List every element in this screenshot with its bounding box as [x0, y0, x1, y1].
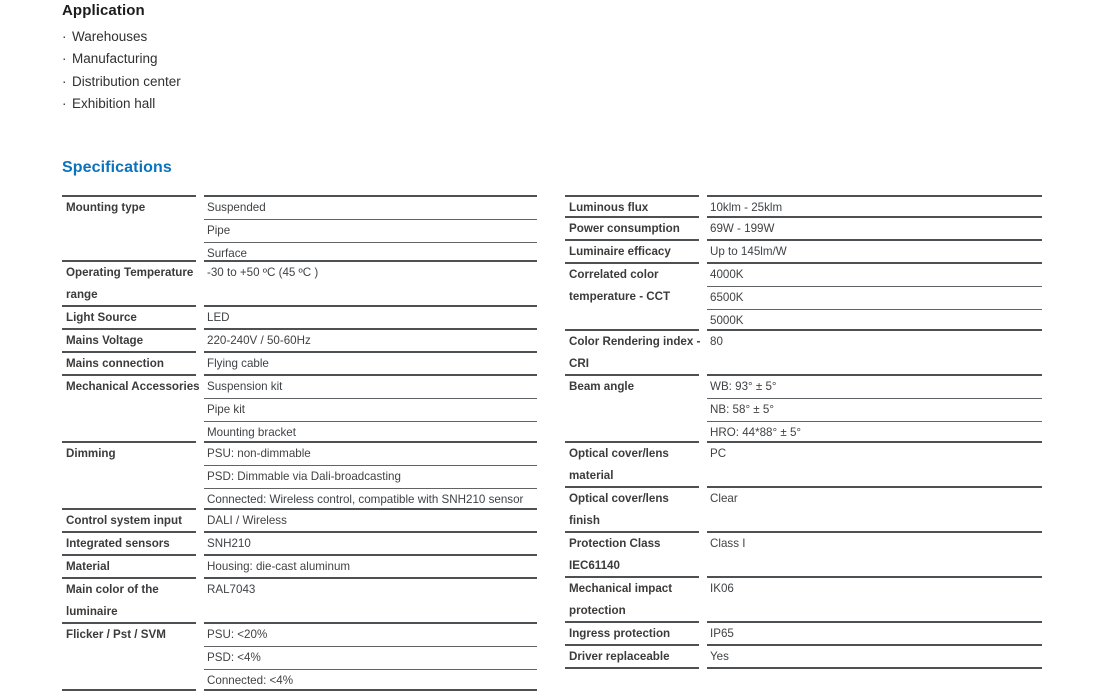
spec-row — [565, 533, 1042, 578]
list-item — [62, 93, 1042, 115]
spec-values — [707, 195, 1042, 218]
spec-label: Beam angle — [565, 376, 699, 443]
spec-values — [707, 264, 1042, 331]
spec-label: Flicker / Pst / SVM — [62, 624, 196, 691]
spec-row — [62, 510, 537, 533]
spec-values — [204, 579, 537, 624]
spec-label: Power consumption — [565, 218, 699, 241]
list-item — [62, 26, 1042, 48]
bullet-marker: · — [62, 29, 67, 44]
spec-value: PSD: <4% — [204, 646, 537, 668]
spec-value: Pipe kit — [204, 398, 537, 420]
spec-label: Color Rendering index - CRI — [565, 331, 699, 376]
spec-label: Mains Voltage — [62, 330, 196, 353]
bullet-marker: · — [62, 95, 67, 111]
spec-row — [62, 533, 537, 556]
spec-table-left — [62, 195, 537, 691]
spec-value: PSD: Dimmable via Dali-broadcasting — [204, 465, 537, 487]
spec-values — [204, 195, 537, 262]
spec-row — [62, 579, 537, 624]
spec-row — [565, 241, 1042, 264]
application-title: Application — [62, 2, 145, 19]
spec-row — [565, 376, 1042, 443]
spec-value: Class I — [710, 537, 746, 551]
spec-values — [707, 443, 1042, 488]
spec-value: RAL7043 — [207, 583, 256, 597]
spec-row — [62, 376, 537, 443]
spec-value: SNH210 — [207, 537, 251, 551]
spec-value: 10klm - 25klm — [710, 201, 783, 215]
spec-values — [204, 510, 537, 533]
list-item — [62, 48, 1042, 70]
spec-value: 69W - 199W — [710, 222, 775, 236]
specifications-tables — [62, 195, 1042, 691]
bullet-marker: · — [62, 73, 67, 89]
spec-row — [62, 307, 537, 330]
spec-values — [204, 353, 537, 376]
spec-values — [204, 556, 537, 579]
spec-value: PSU: <20% — [207, 628, 268, 642]
spec-label: Protection Class IEC61140 — [565, 533, 699, 578]
spec-value: Up to 145lm/W — [710, 245, 787, 259]
bullet-marker: · — [62, 51, 67, 67]
spec-value: Pipe — [204, 219, 537, 241]
list-item-label: Warehouses — [72, 29, 148, 44]
spec-label: Driver replaceable — [565, 646, 699, 669]
spec-label: Correlated color temperature - CCT — [565, 264, 699, 331]
spec-row — [565, 646, 1042, 669]
spec-value: HRO: 44*88° ± 5° — [707, 421, 1042, 443]
spec-value: Suspended — [207, 201, 266, 215]
spec-values — [707, 578, 1042, 623]
spec-values — [204, 624, 537, 691]
spec-label: Ingress protection — [565, 623, 699, 646]
spec-value: 220-240V / 50-60Hz — [207, 334, 311, 348]
spec-row — [62, 624, 537, 691]
list-item-label: Exhibition hall — [72, 95, 156, 111]
spec-value: Flying cable — [207, 357, 269, 371]
spec-row — [565, 195, 1042, 218]
list-item-label: Manufacturing — [72, 51, 158, 67]
spec-value: PC — [710, 447, 727, 461]
spec-values — [707, 241, 1042, 264]
spec-value: Surface — [204, 242, 537, 264]
spec-value: Suspension kit — [207, 380, 283, 394]
spec-value: IK06 — [710, 582, 734, 596]
spec-row — [565, 578, 1042, 623]
spec-value: -30 to +50 ºC (45 ºC ) — [207, 266, 319, 280]
spec-value: 6500K — [707, 286, 1042, 308]
spec-value: Yes — [710, 650, 729, 664]
spec-label: Control system input — [62, 510, 196, 533]
spec-row — [565, 331, 1042, 376]
spec-values — [707, 331, 1042, 376]
spec-row — [565, 443, 1042, 488]
spec-row — [565, 218, 1042, 241]
spec-row — [62, 330, 537, 353]
spec-value: Clear — [710, 492, 738, 506]
spec-row — [565, 264, 1042, 331]
spec-label: Mains connection — [62, 353, 196, 376]
list-item-label: Distribution center — [72, 73, 181, 89]
spec-label: Mounting type — [62, 195, 196, 262]
list-item — [62, 71, 1042, 93]
spec-value: DALI / Wireless — [207, 514, 287, 528]
spec-label: Dimming — [62, 443, 196, 510]
spec-label: Optical cover/lens material — [565, 443, 699, 488]
spec-row — [62, 443, 537, 510]
spec-value: LED — [207, 311, 230, 325]
spec-values — [204, 376, 537, 443]
spec-values — [204, 262, 537, 307]
spec-values — [707, 218, 1042, 241]
spec-row — [565, 488, 1042, 533]
spec-values — [707, 623, 1042, 646]
spec-label: Material — [62, 556, 196, 579]
spec-value: Mounting bracket — [204, 421, 537, 443]
spec-value: Housing: die-cast aluminum — [207, 560, 351, 574]
spec-value: 5000K — [707, 309, 1042, 331]
spec-values — [707, 646, 1042, 669]
specifications-title: Specifications — [62, 159, 172, 177]
spec-values — [204, 307, 537, 330]
spec-label: Operating Temperature range — [62, 262, 196, 307]
spec-label: Optical cover/lens finish — [565, 488, 699, 533]
spec-label: Mechanical Accessories — [62, 376, 196, 443]
application-list — [62, 26, 1042, 115]
spec-value: 4000K — [710, 268, 744, 282]
spec-row — [565, 623, 1042, 646]
spec-value: NB: 58° ± 5° — [707, 398, 1042, 420]
spec-values — [204, 330, 537, 353]
spec-value: IP65 — [710, 627, 734, 641]
spec-values — [204, 533, 537, 556]
spec-values — [707, 376, 1042, 443]
spec-value: Connected: <4% — [204, 669, 537, 691]
spec-values — [707, 488, 1042, 533]
spec-label: Luminous flux — [565, 195, 699, 218]
spec-label: Light Source — [62, 307, 196, 330]
spec-label: Integrated sensors — [62, 533, 196, 556]
spec-label: Mechanical impact protection — [565, 578, 699, 623]
spec-row — [62, 556, 537, 579]
spec-row — [62, 353, 537, 376]
spec-value: Connected: Wireless control, compatible with SNH210 sensor — [204, 488, 537, 510]
spec-value: 80 — [710, 335, 723, 349]
spec-label: Main color of the luminaire — [62, 579, 196, 624]
spec-values — [204, 443, 537, 510]
spec-values — [707, 533, 1042, 578]
spec-label: Luminaire efficacy — [565, 241, 699, 264]
spec-value: PSU: non-dimmable — [207, 447, 311, 461]
spec-table-right — [565, 195, 1042, 691]
spec-row — [62, 262, 537, 307]
spec-row — [62, 195, 537, 262]
spec-value: WB: 93° ± 5° — [710, 380, 777, 394]
